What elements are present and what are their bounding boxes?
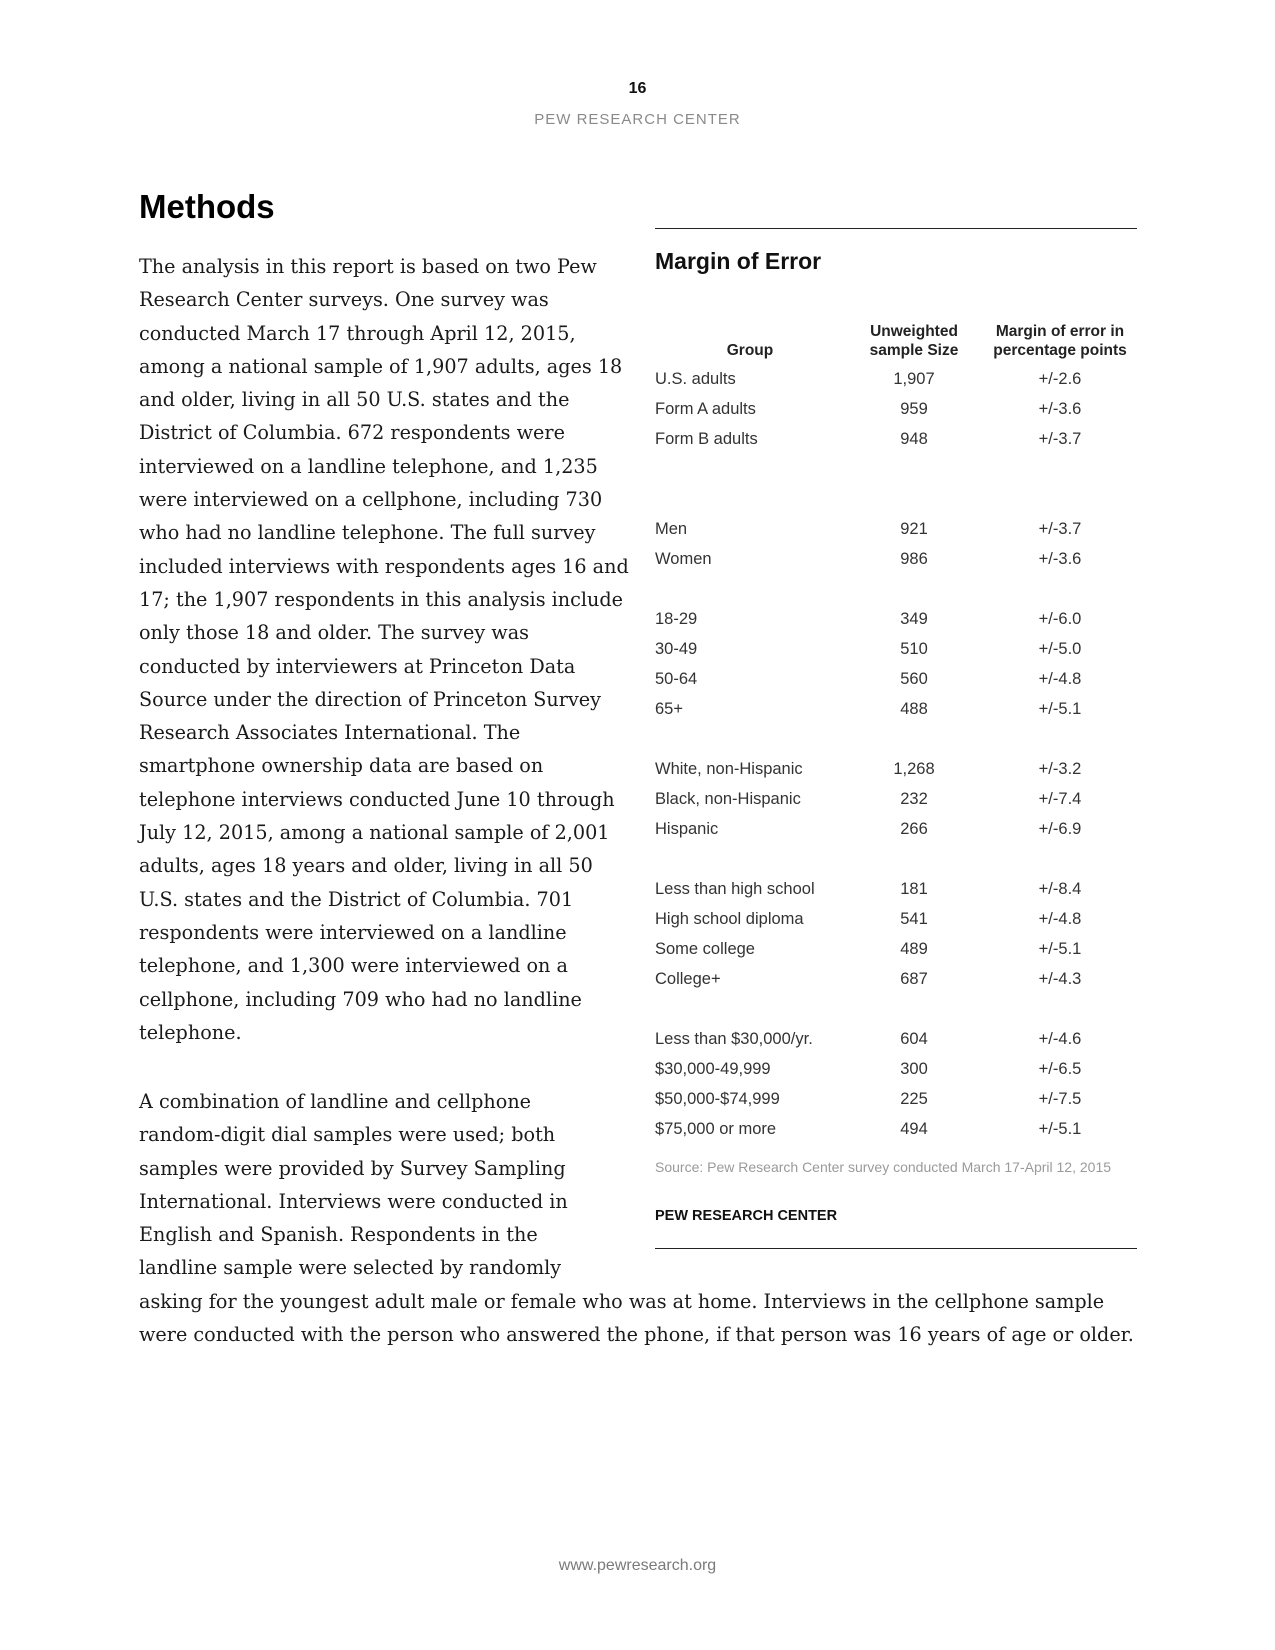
row-group: 18-29 (655, 610, 698, 628)
table-row (655, 1090, 1137, 1120)
row-sample-size: 489 (900, 940, 928, 958)
table-row (655, 1120, 1137, 1150)
body-paragraph-1: The analysis in this report is based on two Pew Research Center surveys. One survey was conducted March 17 through April 12, 2015, among a national sample of 1,907 adults, ages 18 and older, living in all 50 U.S. states and the District of Columbia. 672 respondents were interviewed on a landline telephone, and 1,235 were interviewed on a cellphone, including 730 who had no landline telephone. The full survey included interviews with respondents ages 16 and 17; the 1,907 respondents in this analysis include only those 18 and older. The survey was conducted by interviewers at Princeton Data Source under the direction of Princeton Survey Research Associates International. The smartphone ownership data are based on telephone interviews conducted June 10 through July 12, 2015, among a national sample of 2,001 adults, ages 18 years and older, living in all 50 U.S. states and the District of Columbia. 701 respondents were interviewed on a landline telephone, and 1,300 were interviewed on a cellphone, including 709 who had no landline telephone. (139, 255, 629, 1044)
body-paragraph-2-part-1: A combination of landline and cellphone random-digit dial samples were used; both samples were provided by Survey Sampling International. Interviews were conducted in English and Spanish. Respondents in the landline sample were selected by randomly (139, 1090, 568, 1280)
row-group: $75,000 or more (655, 1120, 777, 1138)
row-sample-size: 349 (900, 610, 928, 628)
source-note: Source: Pew Research Center survey conducted March 17-April 12, 2015 (655, 1159, 1112, 1175)
row-sample-size: 604 (900, 1030, 928, 1048)
table-row (655, 1060, 1137, 1090)
table-row (655, 520, 1137, 550)
row-sample-size: 921 (900, 520, 928, 538)
table-row (655, 700, 1137, 730)
row-sample-size: 1,907 (893, 370, 935, 388)
row-group: Form B adults (655, 430, 758, 448)
row-group: Black, non-Hispanic (655, 790, 801, 808)
row-margin: +/-3.7 (1038, 430, 1082, 448)
row-group: $30,000-49,999 (655, 1060, 771, 1078)
table-row (655, 670, 1137, 700)
margin-of-error-sidebar (655, 228, 1137, 1249)
body-paragraph-2-part-2: asking for the youngest adult male or female who was at home. Interviews in the cellphone sample were conducted with the person who answered the phone, if that person was 16 years of age or older. (139, 1290, 1134, 1347)
row-group: Hispanic (655, 820, 719, 838)
row-margin: +/-6.0 (1038, 610, 1082, 628)
row-group: 65+ (655, 700, 683, 718)
row-sample-size: 232 (900, 790, 928, 808)
row-margin: +/-5.1 (1038, 700, 1082, 718)
row-group: $50,000-$74,999 (655, 1090, 780, 1108)
row-group: High school diploma (655, 910, 804, 928)
row-group: Form A adults (655, 400, 756, 418)
row-sample-size: 488 (900, 700, 928, 718)
row-margin: +/-4.3 (1038, 970, 1082, 988)
section-title: Methods (139, 188, 275, 225)
table-row (655, 940, 1137, 970)
row-sample-size: 225 (900, 1090, 928, 1108)
row-margin: +/-4.8 (1038, 670, 1082, 688)
row-sample-size: 300 (900, 1060, 928, 1078)
footer-url: www.pewresearch.org (558, 1557, 717, 1574)
row-margin: +/-5.1 (1038, 940, 1082, 958)
table-row (655, 970, 1137, 1000)
row-group: Men (655, 520, 688, 538)
row-sample-size: 986 (900, 550, 928, 568)
row-sample-size: 948 (900, 430, 928, 448)
sidebar-title: Margin of Error (655, 248, 822, 274)
table-row (655, 640, 1137, 670)
row-margin: +/-7.5 (1038, 1090, 1082, 1108)
table-row (655, 1030, 1137, 1060)
table-row (655, 550, 1137, 580)
header-organization: PEW RESEARCH CENTER (534, 111, 741, 128)
row-sample-size: 560 (900, 670, 928, 688)
row-margin: +/-4.6 (1038, 1030, 1082, 1048)
row-margin: +/-3.2 (1038, 760, 1082, 778)
row-group: Less than $30,000/yr. (655, 1030, 813, 1048)
row-sample-size: 266 (900, 820, 928, 838)
row-group: Less than high school (655, 880, 815, 898)
row-sample-size: 494 (900, 1120, 928, 1138)
row-group: 50-64 (655, 670, 698, 688)
table-row (655, 790, 1137, 820)
table-row (655, 880, 1137, 910)
row-group: Women (655, 550, 712, 568)
table-row (655, 610, 1137, 640)
table-row (655, 820, 1137, 850)
row-sample-size: 1,268 (893, 760, 935, 778)
row-margin: +/-7.4 (1038, 790, 1082, 808)
row-margin: +/-6.5 (1038, 1060, 1082, 1078)
table-row (655, 370, 1137, 400)
table-row (655, 400, 1137, 430)
row-sample-size: 959 (900, 400, 928, 418)
row-margin: +/-5.1 (1038, 1120, 1082, 1138)
row-margin: +/-6.9 (1038, 820, 1082, 838)
row-sample-size: 510 (900, 640, 928, 658)
column-header-margin: Margin of error in percentage points (993, 323, 1127, 359)
row-margin: +/-3.6 (1038, 550, 1082, 568)
row-group: White, non-Hispanic (655, 760, 803, 778)
table-row (655, 910, 1137, 940)
row-margin: +/-2.6 (1038, 370, 1082, 388)
column-header-group: Group (726, 342, 774, 359)
row-margin: +/-8.4 (1038, 880, 1082, 898)
row-margin: +/-3.7 (1038, 520, 1082, 538)
column-header-sample-size: Unweighted sample Size (869, 323, 959, 359)
page-number: 16 (628, 80, 647, 97)
row-sample-size: 541 (900, 910, 928, 928)
row-group: U.S. adults (655, 370, 736, 388)
row-margin: +/-3.6 (1038, 400, 1082, 418)
row-margin: +/-5.0 (1038, 640, 1082, 658)
row-group: 30-49 (655, 640, 698, 658)
table-row (655, 430, 1137, 460)
row-sample-size: 687 (900, 970, 928, 988)
table-row (655, 760, 1137, 790)
row-group: Some college (655, 940, 755, 958)
row-sample-size: 181 (900, 880, 928, 898)
row-margin: +/-4.8 (1038, 910, 1082, 928)
row-group: College+ (655, 970, 721, 988)
sidebar-credit: PEW RESEARCH CENTER (655, 1208, 838, 1224)
